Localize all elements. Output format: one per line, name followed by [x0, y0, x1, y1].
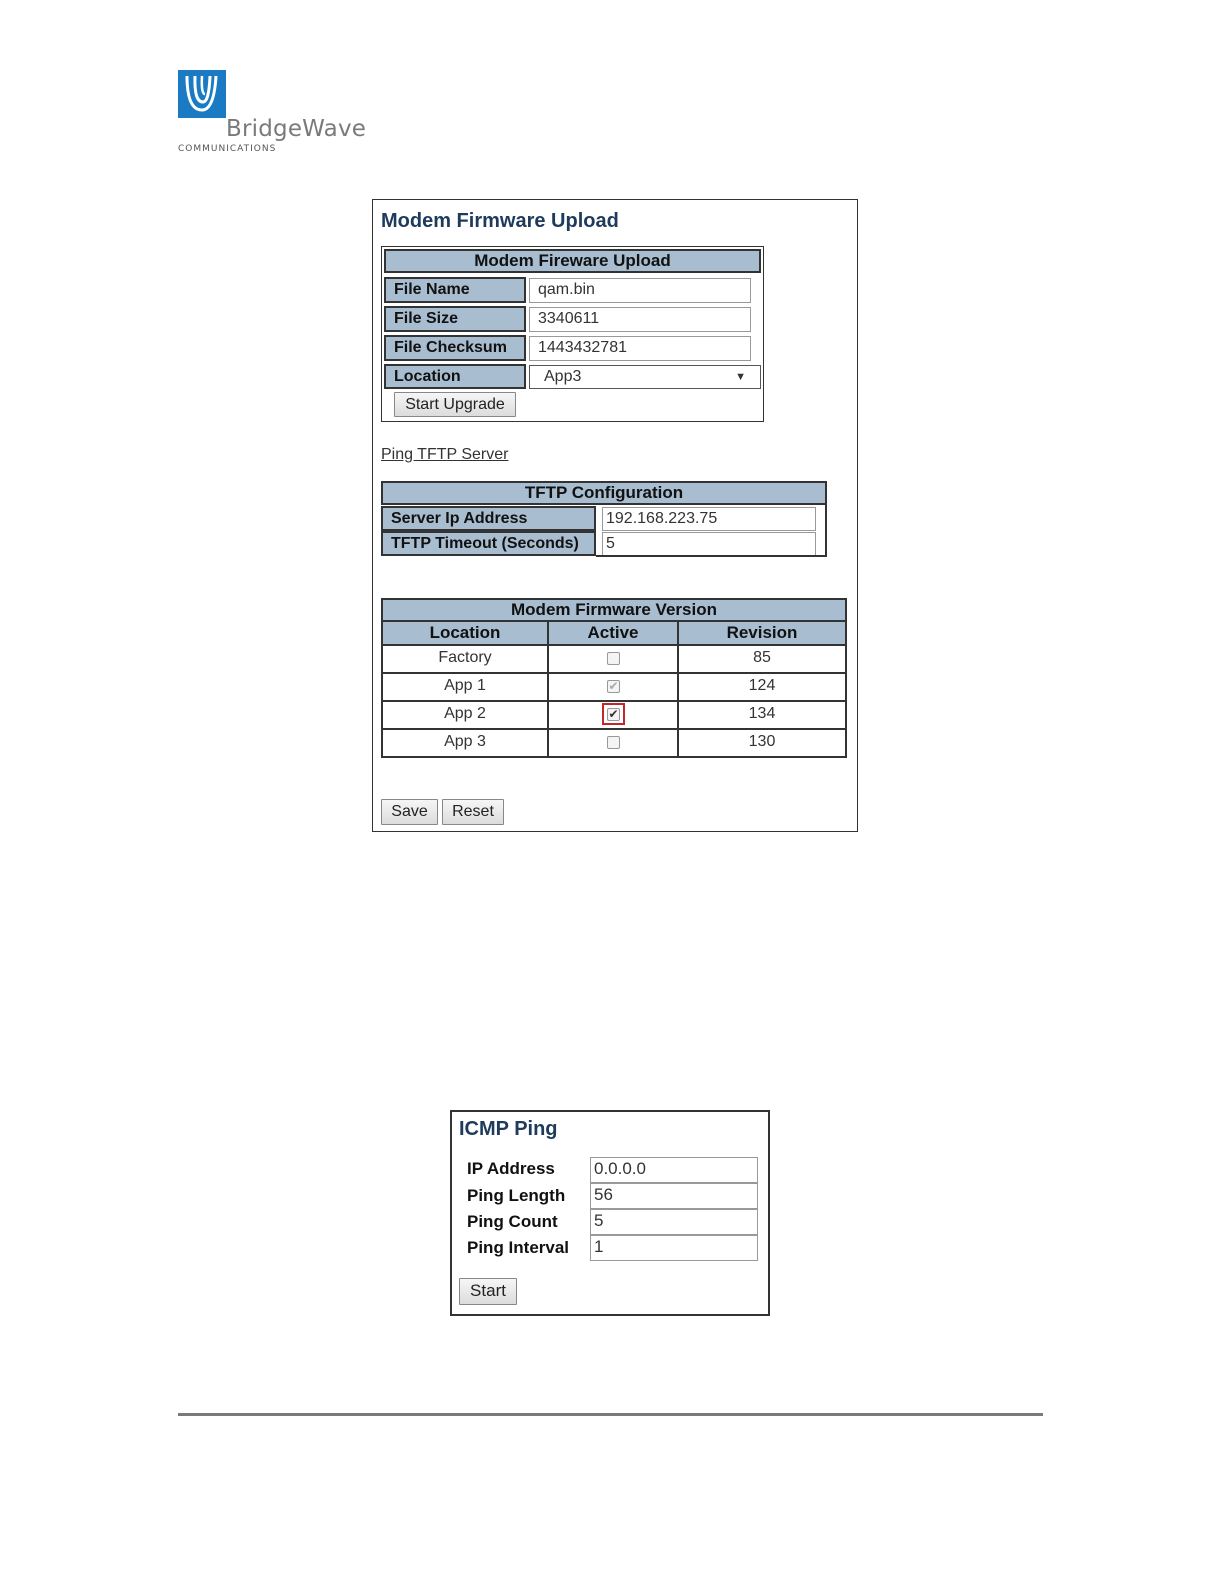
- table-row-revision: 124: [677, 672, 847, 702]
- bridgewave-logo: [178, 70, 378, 160]
- ping-count-label: Ping Count: [467, 1212, 558, 1231]
- tftp-table-frame: [825, 505, 827, 557]
- ping-interval-label: Ping Interval: [467, 1238, 570, 1257]
- upload-table-header: Modem Fireware Upload: [384, 249, 761, 273]
- ping-count-field[interactable]: 5: [590, 1209, 758, 1235]
- column-active-header: Active: [547, 620, 679, 646]
- file-checksum-label: File Checksum: [384, 335, 526, 361]
- tftp-timeout-label: TFTP Timeout (Seconds): [381, 531, 596, 556]
- table-row-location: Factory: [381, 644, 549, 674]
- ping-interval-field[interactable]: 1: [590, 1235, 758, 1261]
- file-name-label: File Name: [384, 277, 526, 303]
- firmware-version-table: [381, 598, 847, 760]
- file-size-field[interactable]: 3340611: [529, 307, 751, 332]
- firmware-version-header: Modem Firmware Version: [381, 598, 847, 622]
- table-row-revision: 85: [677, 644, 847, 674]
- table-row-active: [547, 644, 679, 674]
- active-checkbox-factory[interactable]: [607, 652, 620, 665]
- table-row-location: App 1: [381, 672, 549, 702]
- tftp-config-table: [381, 481, 827, 557]
- start-upgrade-button[interactable]: Start Upgrade: [394, 392, 516, 417]
- active-checkbox-app3[interactable]: [607, 736, 620, 749]
- table-row-active: [547, 728, 679, 758]
- table-row-location: App 2: [381, 700, 549, 730]
- firmware-upload-panel: [372, 199, 858, 832]
- icmp-ping-panel: [450, 1110, 770, 1316]
- ping-tftp-server-link[interactable]: Ping TFTP Server: [381, 446, 509, 463]
- server-ip-field[interactable]: 192.168.223.75: [602, 507, 816, 531]
- ip-address-field[interactable]: 0.0.0.0: [590, 1157, 758, 1183]
- table-row-revision: 134: [677, 700, 847, 730]
- location-select[interactable]: [529, 365, 761, 389]
- logo-tagline: COMMUNICATIONS: [178, 144, 277, 154]
- table-row-active: [547, 700, 679, 730]
- file-checksum-field[interactable]: 1443432781: [529, 336, 751, 361]
- table-row-active: [547, 672, 679, 702]
- page-title: Modem Firmware Upload: [381, 210, 619, 232]
- file-size-label: File Size: [384, 306, 526, 332]
- location-selected-value: App3: [544, 368, 582, 385]
- server-ip-label: Server Ip Address: [381, 506, 596, 531]
- ping-length-field[interactable]: 56: [590, 1183, 758, 1209]
- logo-name: BridgeWave: [226, 116, 367, 142]
- tftp-config-header: TFTP Configuration: [381, 481, 827, 505]
- ping-length-label: Ping Length: [467, 1186, 566, 1205]
- logo-mark-icon: [178, 70, 226, 118]
- dropdown-arrow-icon: ▼: [735, 371, 746, 383]
- icmp-ping-title: ICMP Ping: [459, 1118, 558, 1140]
- file-name-field[interactable]: qam.bin: [529, 278, 751, 303]
- location-label: Location: [384, 364, 526, 389]
- table-row-location: App 3: [381, 728, 549, 758]
- column-location-header: Location: [381, 620, 549, 646]
- start-button[interactable]: Start: [459, 1278, 517, 1305]
- ip-address-label: IP Address: [467, 1159, 555, 1178]
- active-checkbox-app1[interactable]: ✔: [608, 679, 619, 693]
- tftp-table-bottom: [596, 555, 827, 557]
- upload-table: [381, 246, 764, 422]
- footer-divider: [178, 1413, 1043, 1416]
- active-checkbox-app2[interactable]: ✔: [608, 707, 619, 721]
- save-button[interactable]: Save: [381, 799, 438, 825]
- column-revision-header: Revision: [677, 620, 847, 646]
- tftp-timeout-field[interactable]: 5: [602, 532, 816, 556]
- table-row-revision: 130: [677, 728, 847, 758]
- reset-button[interactable]: Reset: [442, 799, 504, 825]
